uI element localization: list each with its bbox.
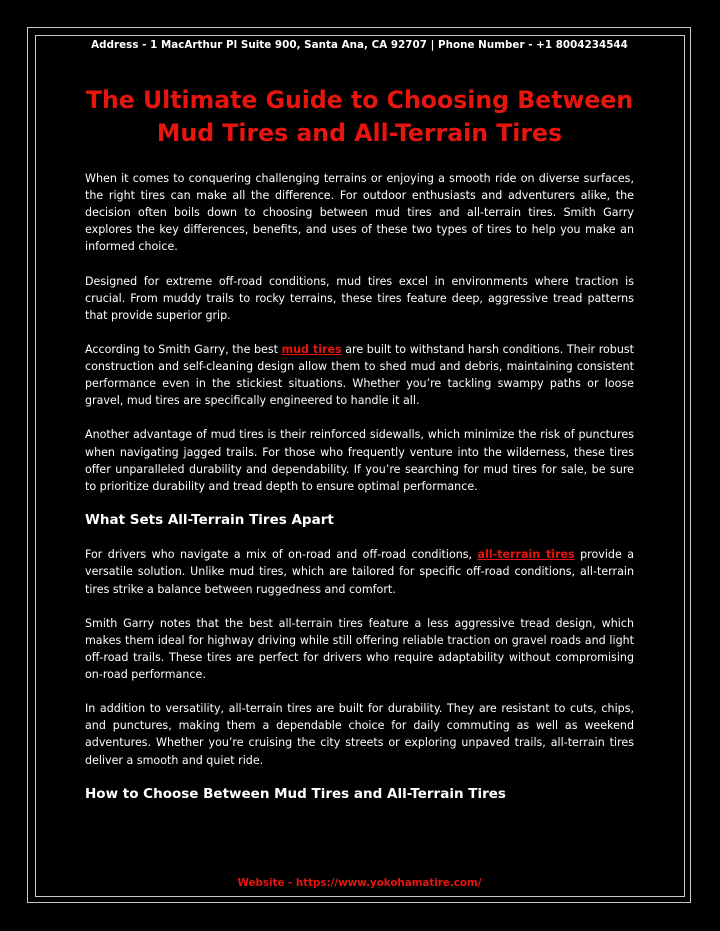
section-heading-all-terrain: What Sets All-Terrain Tires Apart [85, 511, 334, 528]
paragraph-mud-tires-best [85, 341, 634, 409]
paragraph-text: are built to withstand harsh conditions. Their robust construction and self-cleaning design allow them to shed mud and debris, maintaining consistent performance even in the stickiest situations. Whether you’re tackling swampy paths or loose gravel, mud tires are specifically engineered to handle it all. [85, 342, 635, 408]
paragraph-all-terrain-durability: In addition to versatility, all-terrain tires are built for durability. They are resistant to cuts, chips, and punctures, making them a dependable choice for daily commuting as well as weekend adventures. Whether you’re cruising the city streets or exploring unpaved trails, all-terrain tires deliver a smooth and quiet ride. [85, 702, 634, 767]
paragraph-all-terrain-intro [85, 546, 634, 597]
address-header: Address - 1 MacArthur Pl Suite 900, Santa Ana, CA 92707 | Phone Number - +1 8004234544 [91, 39, 628, 51]
paragraph-text: provide a versatile solution. Unlike mud tires, which are tailored for specific off-road conditions, all-terrain tires strike a balance between ruggedness and comfort. [85, 548, 635, 596]
article-body [85, 170, 634, 820]
page-title: The Ultimate Guide to Choosing Between Mud Tires and All-Terrain Tires [85, 86, 634, 147]
website-footer: Website - https://www.yokohamatire.com/ [237, 877, 482, 889]
paragraph-text: For drivers who navigate a mix of on-road and off-road conditions, [85, 548, 478, 562]
paragraph-all-terrain-tread: Smith Garry notes that the best all-terrain tires feature a less aggressive tread design, which makes them ideal for highway driving while still offering reliable traction on gravel roads and light off-road trails. These tires are perfect for drivers who require adaptability without compromising on-road performance. [85, 616, 634, 682]
section-heading-how-to-choose: How to Choose Between Mud Tires and All-Terrain Tires [85, 785, 506, 802]
paragraph-mud-tires-sidewalls: Another advantage of mud tires is their reinforced sidewalls, which minimize the risk of punctures when navigating jagged trails. For those who frequently venture into the wilderness, these tires offer unparalleled durability and dependability. If you’re searching for mud tires for sale, be sure to prioritize durability and tread depth to ensure optimal performance. [85, 428, 634, 493]
paragraph-text: According to Smith Garry, the best [85, 342, 282, 356]
paragraph-mud-tires-designed: Designed for extreme off-road conditions, mud tires excel in environments where traction is crucial. From muddy trails to rocky terrains, these tires feature deep, aggressive tread patterns that provide superior grip. [85, 274, 634, 322]
mud-tires-link[interactable]: mud tires [281, 342, 342, 356]
paragraph-intro: When it comes to conquering challenging terrains or enjoying a smooth ride on diverse surfaces, the right tires can make all the difference. For outdoor enthusiasts and adventurers alike, the decision often boils down to choosing between mud tires and all-terrain tires. Smith Garry explores the key differences, benefits, and uses of these two types of tires to help you make an informed choice. [85, 172, 634, 254]
all-terrain-tires-link[interactable]: all-terrain tires [477, 548, 575, 562]
